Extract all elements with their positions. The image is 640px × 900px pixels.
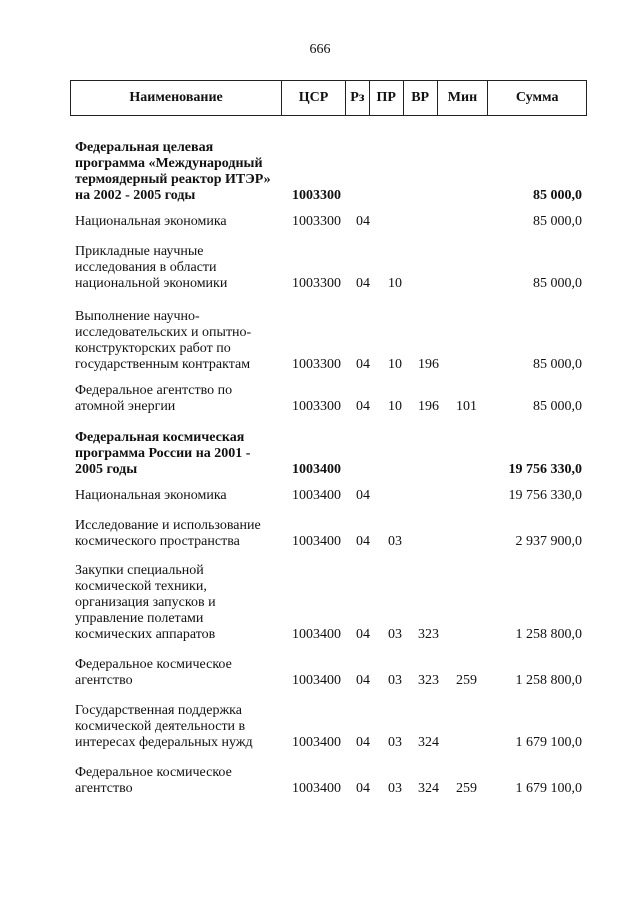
table-row bbox=[0, 488, 640, 504]
row-name-line: Национальная экономика bbox=[75, 214, 227, 229]
cell-csr: 1003400 bbox=[292, 735, 341, 750]
row-name bbox=[75, 244, 285, 292]
cell-sum: 19 756 330,0 bbox=[508, 462, 582, 477]
cell-vr: 196 bbox=[418, 357, 439, 372]
row-name-line: Национальная экономика bbox=[75, 488, 227, 503]
cell-csr: 1003400 bbox=[292, 534, 341, 549]
row-name-line: государственным контрактам bbox=[75, 357, 251, 372]
table-row bbox=[0, 703, 640, 751]
table-row bbox=[0, 657, 640, 689]
column-header-name: Наименование bbox=[71, 81, 282, 115]
cell-sum: 2 937 900,0 bbox=[515, 534, 582, 549]
cell-pr: 10 bbox=[388, 399, 402, 414]
row-name bbox=[75, 703, 285, 751]
cell-pr: 03 bbox=[388, 735, 402, 750]
row-name-line: 2005 годы bbox=[75, 462, 138, 477]
row-name-line: Федеральное космическое bbox=[75, 765, 232, 780]
row-name-line: агентство bbox=[75, 781, 133, 796]
row-name-line: на 2002 - 2005 годы bbox=[75, 188, 196, 203]
cell-rz: 04 bbox=[356, 276, 370, 291]
cell-pr: 03 bbox=[388, 627, 402, 642]
row-name bbox=[75, 214, 285, 230]
table-row bbox=[0, 140, 640, 204]
row-name-line: исследовательских и опытно- bbox=[75, 325, 252, 340]
row-name-line: Прикладные научные bbox=[75, 244, 204, 259]
column-header-csr: ЦСР bbox=[282, 81, 346, 115]
row-name-line: Государственная поддержка bbox=[75, 703, 242, 718]
cell-rz: 04 bbox=[356, 488, 370, 503]
row-name bbox=[75, 518, 285, 550]
row-name-line: Федеральное космическое bbox=[75, 657, 232, 672]
cell-rz: 04 bbox=[356, 534, 370, 549]
row-name bbox=[75, 309, 285, 373]
row-name bbox=[75, 765, 285, 797]
cell-rz: 04 bbox=[356, 673, 370, 688]
cell-rz: 04 bbox=[356, 627, 370, 642]
cell-sum: 1 679 100,0 bbox=[515, 781, 582, 796]
cell-csr: 1003400 bbox=[292, 627, 341, 642]
table-header bbox=[70, 80, 587, 116]
cell-sum: 85 000,0 bbox=[533, 188, 582, 203]
row-name-line: организация запусков и bbox=[75, 595, 216, 610]
row-name-line: Федеральная целевая bbox=[75, 140, 214, 155]
page-number: 666 bbox=[309, 42, 331, 57]
cell-vr: 323 bbox=[418, 673, 439, 688]
cell-vr: 196 bbox=[418, 399, 439, 414]
row-name-line: термоядерный реактор ИТЭР» bbox=[75, 172, 271, 187]
cell-pr: 03 bbox=[388, 781, 402, 796]
cell-min: 101 bbox=[456, 399, 477, 414]
cell-rz: 04 bbox=[356, 735, 370, 750]
cell-csr: 1003300 bbox=[292, 276, 341, 291]
cell-sum: 85 000,0 bbox=[533, 357, 582, 372]
cell-pr: 03 bbox=[388, 673, 402, 688]
column-header-min: Мин bbox=[438, 81, 489, 115]
row-name-line: космической техники, bbox=[75, 579, 207, 594]
row-name-line: Выполнение научно- bbox=[75, 309, 200, 324]
cell-rz: 04 bbox=[356, 357, 370, 372]
cell-min: 259 bbox=[456, 781, 477, 796]
cell-sum: 19 756 330,0 bbox=[508, 488, 582, 503]
cell-csr: 1003400 bbox=[292, 462, 341, 477]
cell-csr: 1003300 bbox=[292, 399, 341, 414]
cell-pr: 10 bbox=[388, 357, 402, 372]
row-name bbox=[75, 488, 285, 504]
cell-rz: 04 bbox=[356, 781, 370, 796]
cell-csr: 1003400 bbox=[292, 781, 341, 796]
row-name-line: атомной энергии bbox=[75, 399, 176, 414]
table-row bbox=[0, 383, 640, 415]
row-name-line: программа России на 2001 - bbox=[75, 446, 251, 461]
column-header-vr: ВР bbox=[404, 81, 438, 115]
column-header-sum: Сумма bbox=[515, 90, 559, 105]
cell-vr: 324 bbox=[418, 781, 439, 796]
cell-csr: 1003400 bbox=[292, 488, 341, 503]
row-name bbox=[75, 140, 285, 204]
column-header-rz: Рз bbox=[346, 81, 370, 115]
row-name-line: Исследование и использование bbox=[75, 518, 261, 533]
cell-rz: 04 bbox=[356, 399, 370, 414]
column-header-pr: ПР bbox=[370, 81, 404, 115]
row-name-line: Федеральная космическая bbox=[75, 430, 245, 445]
row-name-line: национальной экономики bbox=[75, 276, 228, 291]
row-name-line: космической деятельности в bbox=[75, 719, 246, 734]
cell-vr: 323 bbox=[418, 627, 439, 642]
cell-vr: 324 bbox=[418, 735, 439, 750]
cell-csr: 1003300 bbox=[292, 357, 341, 372]
row-name-line: конструкторских работ по bbox=[75, 341, 231, 356]
cell-sum: 85 000,0 bbox=[533, 276, 582, 291]
cell-rz: 04 bbox=[356, 214, 370, 229]
cell-min: 259 bbox=[456, 673, 477, 688]
row-name-line: Закупки специальной bbox=[75, 563, 204, 578]
table-row bbox=[0, 214, 640, 230]
cell-sum: 1 258 800,0 bbox=[515, 673, 582, 688]
row-name-line: интересах федеральных нужд bbox=[75, 735, 253, 750]
cell-sum: 85 000,0 bbox=[533, 214, 582, 229]
row-name bbox=[75, 383, 285, 415]
row-name-line: исследования в области bbox=[75, 260, 217, 275]
row-name-line: космических аппаратов bbox=[75, 627, 216, 642]
cell-csr: 1003300 bbox=[292, 188, 341, 203]
table-row bbox=[0, 244, 640, 292]
cell-csr: 1003400 bbox=[292, 673, 341, 688]
row-name-line: Федеральное агентство по bbox=[75, 383, 233, 398]
cell-pr: 03 bbox=[388, 534, 402, 549]
row-name-line: космического пространства bbox=[75, 534, 240, 549]
table-row bbox=[0, 563, 640, 643]
row-name bbox=[75, 563, 285, 643]
table-row bbox=[0, 309, 640, 373]
row-name bbox=[75, 430, 285, 478]
table-row bbox=[0, 518, 640, 550]
row-name-line: агентство bbox=[75, 673, 133, 688]
table-row bbox=[0, 765, 640, 797]
row-name-line: программа «Международный bbox=[75, 156, 263, 171]
row-name-line: управление полетами bbox=[75, 611, 204, 626]
cell-sum: 1 258 800,0 bbox=[515, 627, 582, 642]
cell-pr: 10 bbox=[388, 276, 402, 291]
table-row bbox=[0, 430, 640, 478]
cell-csr: 1003300 bbox=[292, 214, 341, 229]
row-name bbox=[75, 657, 285, 689]
cell-sum: 1 679 100,0 bbox=[515, 735, 582, 750]
cell-sum: 85 000,0 bbox=[533, 399, 582, 414]
